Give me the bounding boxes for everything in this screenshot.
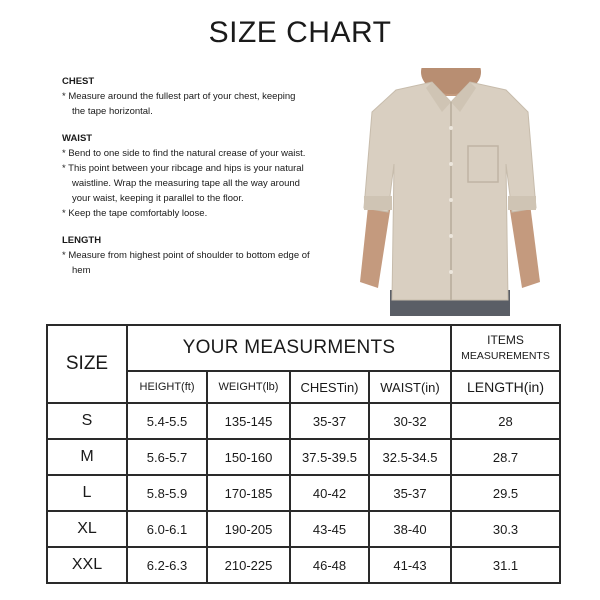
shirt-button [449,162,453,166]
shirt-button [449,234,453,238]
waist-line: * This point between your ribcage and hips is your natural [62,163,304,174]
height-cell: 6.2-6.3 [127,547,207,583]
length-cell: 30.3 [451,511,560,547]
height-cell: 6.0-6.1 [127,511,207,547]
weight-cell: 190-205 [207,511,290,547]
height-cell: 5.4-5.5 [127,403,207,439]
waist-line: your waist, keeping it parallel to the floor. [72,193,244,204]
page-title: SIZE CHART [208,16,392,49]
shirt-model-photo [356,68,544,316]
size-column-header: SIZE [47,325,127,403]
waist-column-header: WAIST(in) [369,371,451,403]
length-line: hem [72,265,91,276]
shirt-right-cuff [508,196,536,210]
size-cell: XXL [47,547,127,583]
height-column-header: HEIGHT(ft) [127,371,207,403]
waist-line: * Bend to one side to find the natural crease of your waist. [62,148,306,159]
length-cell: 31.1 [451,547,560,583]
size-cell: M [47,439,127,475]
waist-heading: WAIST [62,133,93,144]
table-row [47,403,560,439]
items-measurements-header [451,325,560,371]
chest-heading: CHEST [62,76,95,87]
shirt-button [449,270,453,274]
waist-cell: 38-40 [369,511,451,547]
chest-cell: 35-37 [290,403,369,439]
chest-line: * Measure around the fullest part of your chest, keeping [62,91,296,102]
table-row [47,475,560,511]
items-header-line1: ITEMS [487,333,524,347]
length-cell: 28.7 [451,439,560,475]
chest-cell: 43-45 [290,511,369,547]
height-cell: 5.8-5.9 [127,475,207,511]
length-cell: 29.5 [451,475,560,511]
weight-cell: 135-145 [207,403,290,439]
your-measurements-header: YOUR MEASURMENTS [127,325,451,371]
waist-cell: 41-43 [369,547,451,583]
shirt-left-cuff [364,196,392,210]
waist-line: waistline. Wrap the measuring tape all the way around [72,178,300,189]
waist-cell: 30-32 [369,403,451,439]
length-section [62,233,342,278]
table-header-row [47,325,560,371]
length-line: * Measure from highest point of shoulder to bottom edge of [62,250,310,261]
chest-column-header: CHESTin) [290,371,369,403]
shirt-model-illustration [356,68,544,316]
length-cell: 28 [451,403,560,439]
weight-cell: 150-160 [207,439,290,475]
items-header-line2: MEASUREMENTS [461,350,550,362]
size-chart-table [46,324,559,584]
length-heading: LENGTH [62,235,102,246]
size-cell: L [47,475,127,511]
height-cell: 5.6-5.7 [127,439,207,475]
chest-section [62,74,342,119]
table-row [47,511,560,547]
size-cell: XL [47,511,127,547]
chest-cell: 40-42 [290,475,369,511]
shirt-button [449,198,453,202]
table-row [47,547,560,583]
waist-cell: 35-37 [369,475,451,511]
waist-section [62,131,342,221]
chest-line: the tape horizontal. [72,106,153,117]
waist-cell: 32.5-34.5 [369,439,451,475]
waist-line: * Keep the tape comfortably loose. [62,208,208,219]
size-cell: S [47,403,127,439]
weight-cell: 170-185 [207,475,290,511]
weight-column-header: WEIGHT(lb) [207,371,290,403]
chest-cell: 37.5-39.5 [290,439,369,475]
length-column-header: LENGTH(in) [451,371,560,403]
table-row [47,439,560,475]
chest-cell: 46-48 [290,547,369,583]
measurement-instructions [62,74,342,287]
shirt-button [449,126,453,130]
weight-cell: 210-225 [207,547,290,583]
